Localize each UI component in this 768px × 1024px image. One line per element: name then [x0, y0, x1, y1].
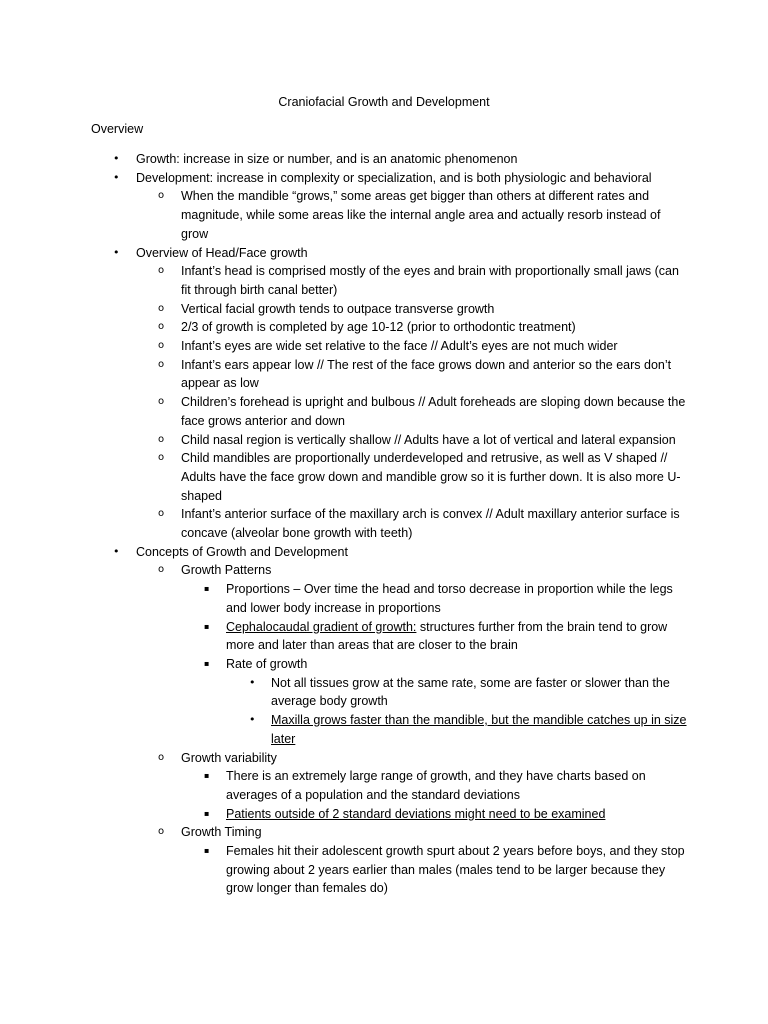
list-item	[0, 169, 768, 188]
underlined-text: Patients outside of 2 standard deviations might need to be examined	[226, 806, 606, 821]
list-item	[0, 580, 768, 617]
list-item-text: Infant’s eyes are wide set relative to the face // Adult’s eyes are not much wider	[181, 339, 618, 354]
list-item-text: Concepts of Growth and Development	[136, 544, 348, 559]
bullet-marker: o	[158, 508, 165, 520]
bullet-marker: ▪	[204, 658, 210, 668]
list-item	[0, 805, 768, 824]
list-item-text: Not all tissues grow at the same rate, some are faster or slower than the average body growth	[271, 675, 670, 709]
list-item-text: Child nasal region is vertically shallow // Adults have a lot of vertical and lateral expansion	[181, 432, 676, 447]
list-item-text: Growth: increase in size or number, and is an anatomic phenomenon	[136, 152, 518, 166]
list-item	[0, 655, 768, 674]
list-item-text: Infant’s anterior surface of the maxillary arch is convex // Adult maxillary anterior surface is concave (alveolar bone growth with teeth)	[181, 507, 680, 541]
bullet-marker: o	[158, 452, 165, 464]
bullet-marker: o	[158, 826, 165, 838]
list-item-text: Children’s forehead is upright and bulbous // Adult foreheads are sloping down because the face grows anterior and down	[181, 395, 686, 428]
bullet-marker: ▪	[204, 771, 210, 781]
list-item-text: Proportions – Over time the head and torso decrease in proportion while the legs and lower body increase in proportions	[226, 582, 673, 615]
underlined-text: Cephalocaudal gradient of growth:	[226, 619, 417, 634]
list-item-text: Growth Timing	[181, 825, 262, 840]
list-item-text: Rate of growth	[226, 656, 308, 671]
list-item-text: Infant’s head is comprised mostly of the eyes and brain with proportionally small jaws (can fit through birth canal better)	[181, 264, 679, 297]
bullet-marker: •	[113, 170, 120, 184]
list-item-text: Vertical facial growth tends to outpace transverse growth	[181, 301, 495, 316]
bullet-marker: o	[158, 358, 165, 370]
list-item	[0, 150, 768, 169]
list-item-text: There is an extremely large range of growth, and they have charts based on averages of a population and the standard deviations	[226, 769, 646, 802]
bullet-marker: o	[158, 302, 165, 314]
list-item	[0, 449, 768, 505]
list-item	[0, 505, 768, 542]
list-item-text: structures further from the brain tend to grow more and later than areas that are closer to the brain	[226, 619, 668, 653]
bullet-marker: o	[158, 433, 165, 445]
list-item	[0, 842, 768, 898]
list-item	[0, 674, 768, 711]
underlined-text: Maxilla grows faster than the mandible, but the mandible catches up in size later	[271, 713, 687, 746]
bullet-marker: •	[113, 544, 120, 558]
bullet-marker: ▪	[204, 846, 210, 856]
list-item	[0, 823, 768, 842]
bullet-marker: •	[249, 675, 256, 689]
bullet-marker: o	[158, 321, 165, 333]
list-item	[0, 561, 768, 580]
list-item-text: Females hit their adolescent growth spurt about 2 years before boys, and they stop growing about 2 years earlier than males (males tend to be larger because they grow longer than females do)	[226, 844, 685, 896]
bullet-marker: o	[158, 564, 165, 576]
bullet-marker: o	[158, 190, 165, 202]
list-item	[0, 356, 768, 393]
list-item	[0, 767, 768, 804]
list-item	[0, 244, 768, 263]
section-heading: Overview	[91, 122, 144, 136]
document-title: Craniofacial Growth and Development	[278, 95, 490, 109]
outline-list	[0, 150, 768, 898]
list-item	[0, 337, 768, 356]
bullet-marker: o	[158, 396, 165, 408]
list-item	[0, 262, 768, 299]
list-item	[0, 431, 768, 450]
list-item-text: When the mandible “grows,” some areas get bigger than others at different rates and magnitude, while some areas like the internal angle area and actually resorb instead of grow	[181, 189, 661, 241]
list-item	[0, 543, 768, 562]
list-item-text: Child mandibles are proportionally underdeveloped and retrusive, as well as V shaped // Adults have the face grow down and mandible grow so it is further down. It is also more U-shaped	[181, 451, 681, 503]
list-item-text: Growth variability	[181, 750, 277, 765]
list-item-text: 2/3 of growth is completed by age 10-12 (prior to orthodontic treatment)	[181, 320, 576, 335]
list-item	[0, 318, 768, 337]
list-item	[0, 187, 768, 243]
list-item-text: Growth Patterns	[181, 563, 272, 578]
bullet-marker: o	[158, 751, 165, 763]
list-item	[0, 711, 768, 748]
bullet-marker: •	[249, 713, 256, 727]
list-item	[0, 749, 768, 768]
bullet-marker: •	[113, 245, 120, 259]
bullet-marker: •	[113, 152, 120, 165]
list-item-text: Overview of Head/Face growth	[136, 245, 308, 260]
list-item-text: Development: increase in complexity or specialization, and is both physiologic and behavioral	[136, 170, 652, 185]
list-item	[0, 618, 768, 655]
bullet-marker: ▪	[204, 584, 210, 594]
bullet-marker: o	[158, 340, 165, 352]
bullet-marker: ▪	[204, 621, 210, 631]
list-item-text: Infant’s ears appear low // The rest of the face grows down and anterior so the ears don’t appear as low	[181, 357, 672, 391]
list-item	[0, 300, 768, 319]
bullet-marker: ▪	[204, 808, 210, 818]
bullet-marker: o	[158, 265, 165, 277]
list-item	[0, 393, 768, 430]
